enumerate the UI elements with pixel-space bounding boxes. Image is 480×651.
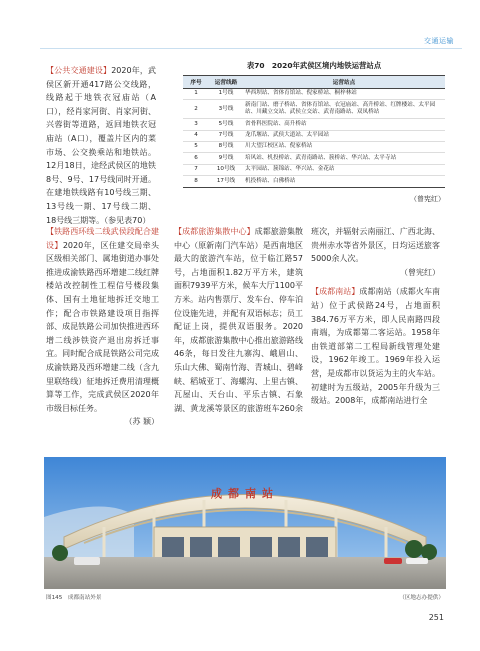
table-header-row [183, 76, 445, 89]
cell-index: 4 [183, 130, 209, 141]
article-tag: 【成都南站】 [311, 287, 360, 297]
article-attribution: （曾宪红） [400, 267, 440, 277]
article-attribution: （苏 颖） [124, 417, 159, 427]
cell-line: 10号线 [209, 164, 243, 175]
cell-line: 17号线 [209, 176, 243, 187]
article-railway-line [46, 225, 159, 429]
cell-stations: 华西坝站、省体育馆站、倪家桥站、桐梓林站 [243, 89, 445, 100]
cell-line: 1号线 [209, 89, 243, 100]
table-row [183, 176, 445, 187]
cell-stations: 省骨科医院站、高升桥站 [243, 119, 445, 130]
column-header-stations: 运营站点 [243, 76, 445, 89]
cell-stations: 太平园站、簇锦站、华兴站、金花站 [243, 164, 445, 175]
article-body: 2020年，武侯区新开通417路公交线路，线路起于地铁衣冠庙站（A口），经肖家河街、肖家河街、兴蓉街等道路，返回地铁衣冠庙站（A口），覆盖片区内的菜市场、公交换乘站和地铁站。12月18日，途经武侯区的地铁8号、9号、17号线同时开通。在建地铁线路有10号线三期、13号线一期、17号线二期、18号线三期等。（参见表70） [46, 66, 157, 225]
photo-credit: （区地志办提供） [399, 595, 444, 601]
header-rule [40, 48, 462, 49]
article-body: 成都旅游集散中心（原新南门汽车站）是西南地区最大的旅游汽车站，位于临江路57号，占地面积1.82万平方米，建筑面积7939平方米，候车大厅1100平方米。站内售票厅、发车台、停车泊位设施先进，并配有双语标志；员工配证上岗，提供双语服务。2020年，成都旅游集散中心推出旅游路线46条，每日发往九寨沟、峨眉山、乐山大佛、蜀南竹海、青城山、碧峰峡、稻城亚丁、海螺沟、上里古镇、瓦屋山、天台山、平乐古镇、石象湖、黄龙溪等景区的旅游班车260余班次，并辐射云南丽江、广西北海、贵州赤水等省外景区，日均运送旅客5000余人次。 [174, 227, 440, 413]
table-caption: 表70 2020年武侯区境内地铁运营站点 [246, 61, 382, 70]
cell-index: 3 [183, 119, 209, 130]
photo-caption: 图145 成都南站外景 [46, 595, 102, 601]
column-header-index: 序号 [183, 76, 209, 89]
cell-stations: 川大望江校区站、倪家桥站 [243, 142, 445, 153]
chengdu-south-station-photo [44, 457, 446, 589]
article-tag: 【公共交通建设】 [46, 66, 112, 75]
table-row [183, 100, 445, 119]
table-row [183, 164, 445, 175]
section-title: 交通运输 [424, 37, 454, 45]
article-public-transport [46, 64, 156, 227]
cell-index: 1 [183, 89, 209, 100]
cell-index: 7 [183, 164, 209, 175]
table-row [183, 142, 445, 153]
page-number: 251 [428, 613, 444, 622]
page-header [0, 0, 480, 46]
article-body: 成都南站（成都火车南站）位于武侯路24号，占地面积384.76万平方米，即人民南路四段南端，为成都第二客运站。1958年由铁道部第二工程局新线管理处建设，1962年竣工。1969年投入运营，是成都市以货运为主的火车站。初建时为五级站，2005年升级为三级站。2008年，成都南站进行全 [311, 287, 441, 406]
station-illustration [44, 457, 446, 589]
cell-stations: 龙爪堰站、武侯大道站、太平园站 [243, 130, 445, 141]
cell-index: 8 [183, 176, 209, 187]
column-header-line: 运营线路 [209, 76, 243, 89]
cell-stations: 机投桥站、白佛桥站 [243, 176, 445, 187]
article-body: 2020年，区住建交局牵头区级相关部门、属地街道办事处推进成渝铁路西环增建二线红牌楼站改控制性工程信号楼段集体、国有土地征地拆迁交地工作；配合市铁路建设项目指挥部、成昆铁路公司加快推进西环增二线涉铁资产退出房拆迁事宜。同时配合成昆铁路公司完成成渝铁路及西环增建二线（含九里联络线）征地拆迁费用清理概算等工作，完成武侯区2020年市级目标任务。 [46, 240, 159, 413]
table-row [183, 119, 445, 130]
metro-stations-table [183, 60, 445, 204]
cell-line: 7号线 [209, 130, 243, 141]
cell-index: 6 [183, 153, 209, 164]
table-row [183, 153, 445, 164]
cell-index: 2 [183, 100, 209, 119]
cell-line: 9号线 [209, 153, 243, 164]
table-row [183, 130, 445, 141]
cell-line: 3号线 [209, 100, 243, 119]
cell-line: 8号线 [209, 142, 243, 153]
table-attribution: （曾宪红） [410, 194, 445, 203]
cell-stations: 培风站、机投桥站、武青南路站、簇桥站、华兴站、太平寺站 [243, 153, 445, 164]
article-tourism-center [174, 225, 440, 453]
article-tag: 【铁路西环线二线武侯段配合建设】 [46, 227, 159, 250]
cell-line: 5号线 [209, 119, 243, 130]
cell-stations: 新南门站、磨子桥站、省体育馆站、衣冠庙站、高升桥站、红牌楼站、太平园站、川藏立交站、武侯立交站、武青南路站、双凤桥站 [243, 100, 445, 119]
cell-index: 5 [183, 142, 209, 153]
article-tag: 【成都旅游集散中心】 [174, 227, 255, 236]
station-sign: 成都南站 [211, 487, 279, 500]
table-row [183, 89, 445, 100]
table [183, 75, 445, 188]
